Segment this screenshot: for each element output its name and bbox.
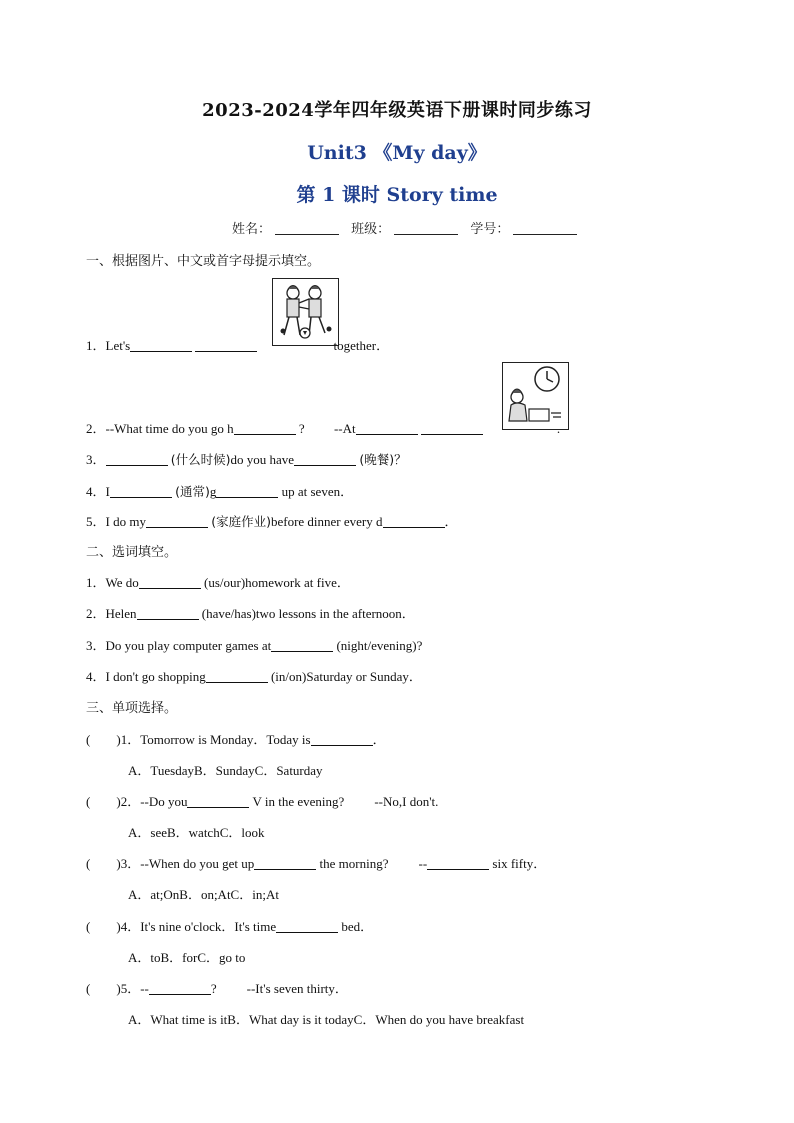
s3-q2-options: A．seeB．watchC．look	[128, 825, 265, 840]
answer-blank[interactable]	[110, 485, 172, 498]
answer-blank[interactable]	[234, 422, 296, 435]
answer-blank[interactable]	[254, 857, 316, 870]
lesson-title: 第 1 课时 Story time	[296, 184, 498, 206]
s3-question-4: ( )4．It's nine o'clock．It's time bed．	[86, 919, 374, 934]
s3-question-1: ( )1．Tomorrow is Monday．Today is ．	[86, 732, 386, 747]
s3-q4-options: A．toB．forC．go to	[128, 950, 246, 965]
answer-blank[interactable]	[149, 982, 211, 995]
answer-blank[interactable]	[146, 515, 208, 528]
class-label: 班级：	[351, 222, 391, 237]
answer-blank[interactable]	[206, 670, 268, 683]
student-info-row	[232, 218, 585, 237]
answer-blank[interactable]	[106, 453, 168, 466]
s1-question-5: 5．I do my (家庭作业)before dinner every d ．	[86, 514, 458, 529]
section1-heading: 一、根据图片、中文或首字母提示填空。	[86, 254, 321, 269]
s1-question-4: 4．I (通常)g up at seven．	[86, 484, 354, 499]
class-blank[interactable]	[394, 222, 458, 235]
s2-question-1: 1．We do (us/our)homework at five．	[86, 575, 350, 590]
section2-heading: 二、选词填空。	[86, 545, 178, 560]
worksheet-title: 2023-2024学年四年级英语下册课时同步练习	[202, 100, 592, 121]
answer-blank[interactable]	[130, 339, 192, 352]
name-label: 姓名：	[232, 222, 272, 237]
answer-blank[interactable]	[187, 795, 249, 808]
answer-blank[interactable]	[139, 576, 201, 589]
s2-question-3: 3．Do you play computer games at (night/evening)?	[86, 638, 423, 653]
number-label: 学号：	[470, 222, 510, 237]
s2-question-2: 2．Helen (have/has)two lessons in the afternoon．	[86, 606, 415, 621]
name-blank[interactable]	[275, 222, 339, 235]
s3-question-3: ( )3．--When do you get up the morning? -- six fifty．	[86, 856, 547, 871]
answer-blank[interactable]	[276, 920, 338, 933]
answer-blank[interactable]	[195, 339, 257, 352]
s3-question-2: ( )2．--Do you V in the evening? --No,I don't.	[86, 794, 439, 809]
s1-question-2: 2．--What time do you go h ? --At .	[86, 421, 561, 436]
s3-q5-options: A．What time is itB．What day is it todayC．When do you have breakfast	[128, 1012, 525, 1027]
s3-q1-options: A．TuesdayB．SundayC．Saturday	[128, 763, 323, 778]
s3-question-5: ( )5．-- ? --It's seven thirty．	[86, 981, 348, 996]
answer-blank[interactable]	[137, 607, 199, 620]
unit-title: Unit3 《My day》	[307, 142, 487, 164]
answer-blank[interactable]	[383, 515, 445, 528]
s1-question-3: 3． (什么时候)do you have (晚餐)？	[86, 452, 407, 467]
number-blank[interactable]	[513, 222, 577, 235]
answer-blank[interactable]	[294, 453, 356, 466]
answer-blank[interactable]	[271, 639, 333, 652]
s2-question-4: 4．I don't go shopping (in/on)Saturday or Sunday．	[86, 669, 422, 684]
answer-blank[interactable]	[216, 485, 278, 498]
answer-blank[interactable]	[311, 733, 373, 746]
answer-blank[interactable]	[427, 857, 489, 870]
s3-q3-options: A．at;OnB．on;AtC．in;At	[128, 887, 279, 902]
answer-blank[interactable]	[356, 422, 418, 435]
answer-blank[interactable]	[421, 422, 483, 435]
section3-heading: 三、单项选择。	[86, 701, 178, 716]
s1-question-1: 1．Let's together．	[86, 338, 390, 353]
